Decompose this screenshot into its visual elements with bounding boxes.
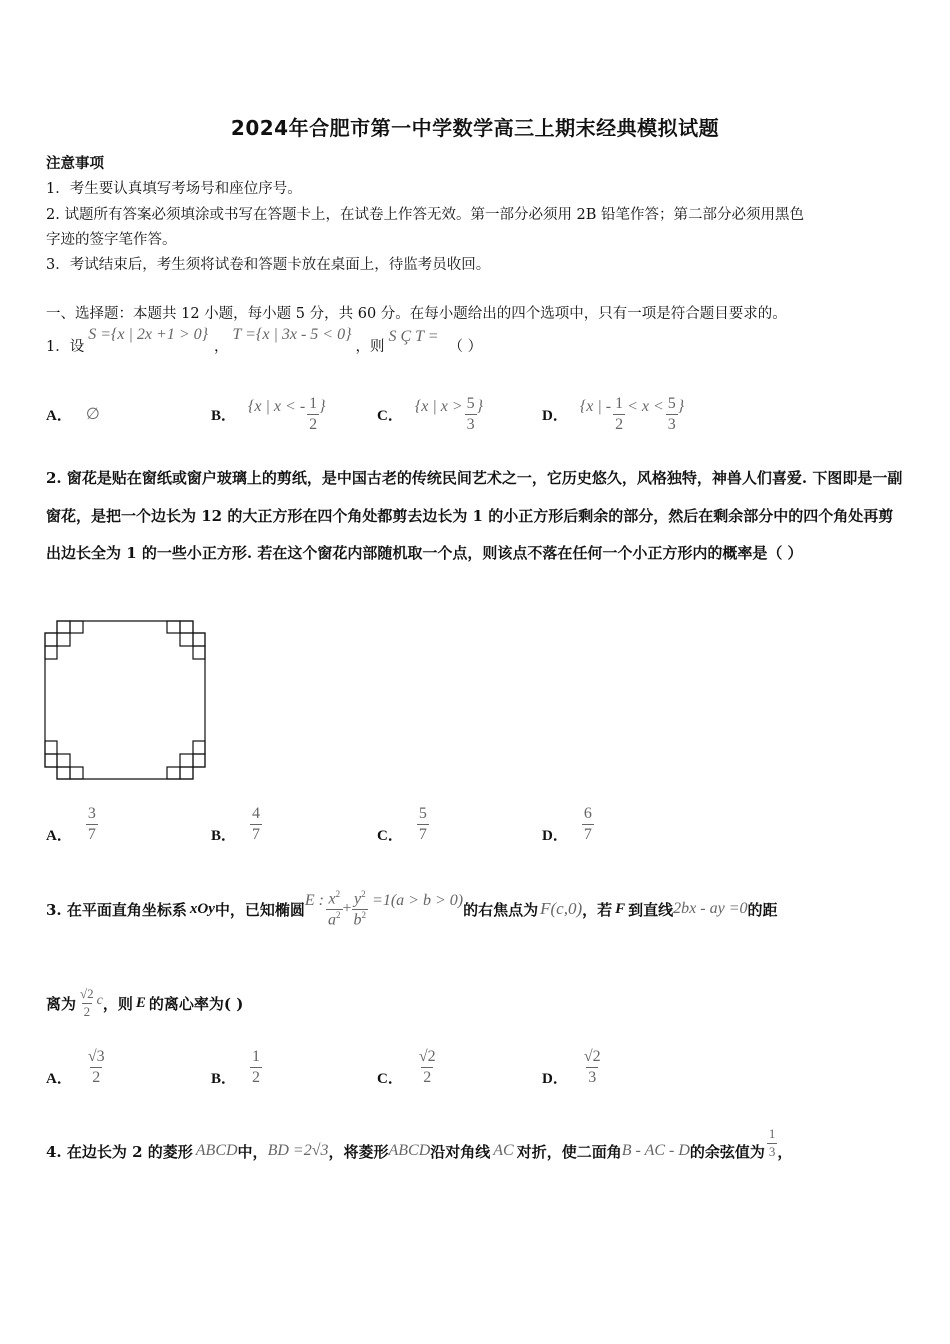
- option-math: {x | x >: [414, 398, 463, 415]
- corner-square: [57, 754, 70, 767]
- option-label: A．: [46, 827, 72, 844]
- q3-option-a[interactable]: [46, 1042, 107, 1092]
- q3-text: 中，已知椭圆: [214, 900, 305, 919]
- q3-text: 3. 在平面直角坐标系: [46, 900, 187, 919]
- option-label: A．: [46, 407, 72, 424]
- corner-square: [70, 767, 83, 779]
- corner-square: [180, 767, 193, 779]
- q1-paren: （ ）: [448, 338, 483, 355]
- notice-item-1: 1．考生要认真填写考场号和座位序号。: [46, 181, 302, 197]
- q1-set-s: S ={x | 2x +1 > 0}: [88, 326, 209, 343]
- corner-square: [180, 621, 193, 633]
- q3-focus: F(c,0): [540, 899, 583, 918]
- q1-option-c[interactable]: [377, 392, 483, 436]
- fraction: $\frac{1}{2}$: [615, 394, 624, 433]
- corner-square: [180, 633, 193, 646]
- option-label: B．: [211, 407, 237, 424]
- corner-square: [70, 621, 83, 633]
- q4-text: 4. 在边长为 2 的菱形: [46, 1142, 193, 1161]
- fraction: $\frac{4}{7}$: [252, 804, 261, 843]
- q3-text: ，若: [582, 900, 613, 919]
- fraction: $\frac{3}{7}$: [87, 804, 96, 843]
- corner-square: [167, 767, 180, 779]
- corner-square: [57, 767, 70, 779]
- option-label: D．: [542, 827, 568, 844]
- question-4-stem: [46, 1126, 792, 1176]
- option-label: C．: [377, 407, 403, 424]
- q1-set-t: T ={x | 3x - 5 < 0}: [232, 326, 352, 343]
- option-label: C．: [377, 1070, 403, 1087]
- fraction: $\frac{y^2}{b^2}$: [353, 888, 367, 928]
- q2-option-c[interactable]: [377, 800, 429, 848]
- q1-option-a[interactable]: [46, 392, 100, 436]
- q3-text: 的右焦点为: [463, 900, 539, 919]
- q3-e: E: [135, 994, 146, 1011]
- option-label: B．: [211, 1070, 237, 1087]
- option-label: C．: [377, 827, 403, 844]
- q4-text: ，: [777, 1142, 793, 1161]
- q4-abcd: ABCD: [388, 1142, 431, 1159]
- fraction: $\frac{5}{3}$: [667, 394, 676, 433]
- fraction: $\frac{1}{2}$: [252, 1047, 261, 1086]
- q4-ac: AC: [493, 1142, 514, 1159]
- q3-option-d[interactable]: [542, 1042, 603, 1092]
- corner-square: [45, 754, 57, 767]
- fraction: $\frac{√2}{2}$: [418, 1047, 436, 1086]
- q3-option-c[interactable]: [377, 1042, 438, 1092]
- corner-square: [180, 754, 193, 767]
- q3-text: 离为: [46, 994, 77, 1013]
- q3-ellipse-label: E :: [304, 892, 325, 909]
- q4-angle: B - AC - D: [621, 1142, 690, 1159]
- corner-square: [57, 633, 70, 646]
- q3-f: F: [615, 900, 626, 917]
- option-label: A．: [46, 1070, 72, 1087]
- option-math: }: [476, 398, 484, 415]
- corner-square: [193, 741, 205, 754]
- q4-text: 中，: [237, 1142, 268, 1161]
- q3-text: 的距: [747, 900, 778, 919]
- q1-expr: S Ç T =: [388, 328, 439, 345]
- corner-square: [193, 754, 205, 767]
- question-3-stem-cont: [46, 980, 243, 1026]
- q3-plus: +: [342, 900, 352, 917]
- fraction: $\frac{√2}{2}$: [80, 986, 94, 1019]
- option-math: {x | x < -: [248, 398, 306, 415]
- q1-then: ，则: [355, 338, 385, 355]
- q4-text: ，将菱形: [328, 1142, 389, 1161]
- q3-option-b[interactable]: [211, 1042, 262, 1092]
- fraction: $\frac{5}{3}$: [466, 394, 475, 433]
- corner-square: [167, 621, 180, 633]
- corner-square: [193, 646, 205, 659]
- fraction: $\frac{√2}{3}$: [583, 1047, 601, 1086]
- q4-text: 的余弦值为: [689, 1142, 765, 1161]
- option-label: B．: [211, 827, 237, 844]
- window-flower-figure: [44, 620, 206, 780]
- q1-prefix: 1．设: [46, 338, 85, 355]
- fraction: $\frac{5}{7}$: [418, 804, 427, 843]
- section-heading: 一、选择题：本题共 12 小题，每小题 5 分，共 60 分。在每小题给出的四个选项中，只有一项是符合题目要求的。: [46, 306, 787, 322]
- notice-item-3: 3．考试结束后，考生须将试卷和答题卡放在桌面上，待监考员收回。: [46, 257, 491, 273]
- q3-line: 2bx - ay =0: [673, 900, 748, 917]
- corner-square: [57, 621, 70, 633]
- fraction: $\frac{1}{3}$: [768, 1126, 776, 1159]
- q2-option-d[interactable]: [542, 800, 594, 848]
- option-math: }: [319, 398, 326, 415]
- corner-square: [45, 646, 57, 659]
- question-2-stem: 2. 窗花是贴在窗纸或窗户玻璃上的剪纸，是中国古老的传统民间艺术之一，它历史悠久，风格独特，神兽人们喜爱. 下图即是一副窗花，是把一个边长为 12 的大正方形在四个角处都剪去边长为 1 的小正方形后剩余的部分，然后在剩余部分中的四个角处再剪出边长全为 1 的一些小正方形. 若在这个窗花内部随机取一个点，则该点不落在任何一个小正方形内的概率是（ ）: [46, 469, 903, 562]
- notice-item-2: 2. 试题所有答案必须填涂或书写在答题卡上，在试卷上作答无效。第一部分必须用 2B 铅笔作答；第二部分必须用黑色: [46, 207, 805, 223]
- page-title: 2024年合肥市第一中学数学高三上期末经典模拟试题: [230, 116, 720, 140]
- q3-text: ，则: [102, 994, 133, 1013]
- option-label: D．: [542, 1070, 568, 1087]
- q1-option-b[interactable]: [211, 392, 326, 436]
- q4-abcd: ABCD: [195, 1142, 238, 1159]
- q2-option-b[interactable]: [211, 800, 262, 848]
- option-label: D．: [542, 407, 568, 424]
- q3-text: 的离心率为( ): [148, 994, 244, 1013]
- corner-square: [193, 633, 205, 646]
- q4-text: 对折，使二面角: [516, 1142, 622, 1161]
- q2-option-a[interactable]: [46, 800, 98, 848]
- question-1-stem: [46, 322, 482, 368]
- q4-text: 沿对角线: [430, 1142, 491, 1161]
- corner-square: [45, 633, 57, 646]
- window-flower-outline: [45, 621, 205, 779]
- option-math: {x | -: [579, 398, 612, 415]
- corner-square: [45, 741, 57, 754]
- q1-option-d[interactable]: [542, 392, 684, 436]
- fraction: $\frac{6}{7}$: [583, 804, 592, 843]
- question-3-stem: [46, 884, 778, 934]
- notice-heading: 注意事项: [46, 155, 104, 172]
- q3-c: c: [96, 993, 103, 1008]
- fraction: $\frac{x^2}{a^2}$: [328, 888, 341, 928]
- option-math: }: [677, 398, 685, 415]
- option-math: < x <: [627, 398, 664, 415]
- q3-text: 到直线: [628, 900, 674, 919]
- empty-set-symbol: ∅: [85, 406, 100, 423]
- q1-comma: ，: [214, 338, 229, 355]
- q3-equation: =1(a > b > 0): [372, 892, 464, 909]
- fraction: $\frac{√3}{2}$: [87, 1047, 105, 1086]
- notice-item-2-cont: 字迹的签字笔作答。: [46, 232, 177, 248]
- q3-xoy: xOy: [189, 900, 215, 917]
- q4-bd: BD =2√3: [267, 1142, 329, 1159]
- fraction: $\frac{1}{2}$: [309, 394, 318, 433]
